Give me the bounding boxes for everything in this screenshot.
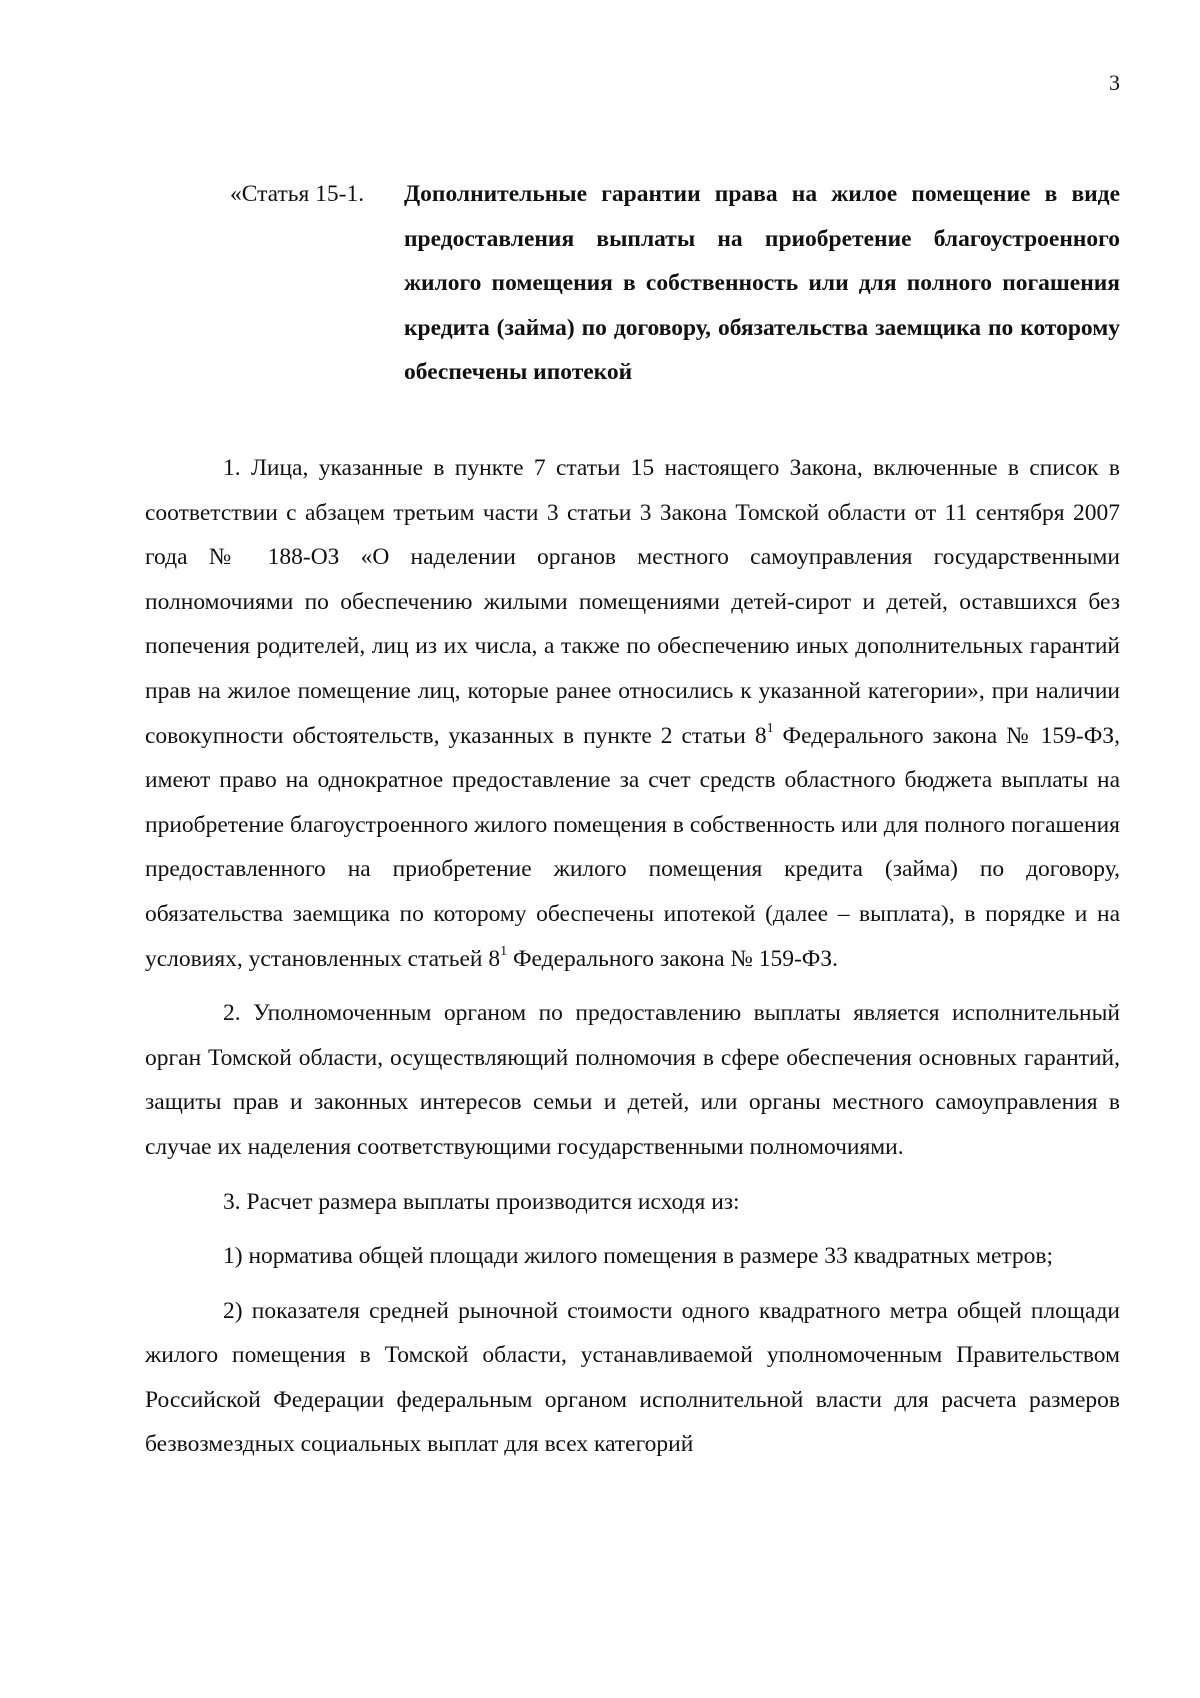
paragraph-2: 2. Уполномоченным органом по предоставлению выплаты является исполнительный орган Томской области, осуществляющий полномочия в сфере обеспечения основных гарантий, защиты прав и законных интересов семьи и детей, или органы местного самоуправления в случае их наделения соответствующими государственными полномочиями. — [145, 1000, 1120, 1160]
superscript-1: 1 — [766, 720, 774, 736]
paragraph-3: 3. Расчет размера выплаты производится исходя из: — [223, 1188, 740, 1215]
article-title: Дополнительные гарантии права на жилое помещение в виде предоставления выплаты на приобретение благоустроенного жилого помещения в собственность или для полного погашения кредита (займа) по договору, обязательства заемщика по которому обеспечены ипотекой — [404, 181, 1120, 386]
paragraph-1-text-b: Федерального закона № 159-ФЗ, имеют право на однократное предоставление за счет средств областного бюджета выплаты на приобретение благоустроенного жилого помещения в собственность или для полного погашения предоставленного на приобретение жилого помещения кредита (займа) по договору, обязательства заемщика по которому обеспечены ипотекой (далее – выплата), в порядке и на условиях, установленных статьей 8 — [145, 722, 1120, 972]
page-number: 3 — [1109, 70, 1120, 95]
article-heading — [230, 172, 1120, 395]
paragraph-1 — [145, 446, 1120, 981]
paragraph-1-text-c: Федерального закона № 159-ФЗ. — [507, 945, 839, 972]
article-label: «Статья 15-1. — [230, 181, 365, 207]
superscript-2: 1 — [500, 943, 508, 959]
paragraph-3-item-1: 1) норматива общей площади жилого помещения в размере 33 квадратных метров; — [223, 1243, 1054, 1270]
paragraph-1-text-a: 1. Лица, указанные в пункте 7 статьи 15 настоящего Закона, включенные в список в соответствии с абзацем третьим части 3 статьи 3 Закона Томской области от 11 сентября 2007 года № 188-ОЗ «О наделении органов местного самоуправления государственными полномочиями по обеспечению жилыми помещениями детей-сирот и детей, оставшихся без попечения родителей, лиц из их числа, а также по обеспечению иных дополнительных гарантий прав на жилое помещение лиц, которые ранее относились к указанной категории», при наличии совокупности обстоятельств, указанных в пункте 2 статьи 8 — [145, 455, 1120, 749]
document-body — [145, 446, 1120, 1467]
paragraph-3-item-2: 2) показателя средней рыночной стоимости одного квадратного метра общей площади жилого помещения в Томской области, устанавливаемой уполномоченным Правительством Российской Федерации федеральным органом исполнительной власти для расчета размеров безвозмездных социальных выплат для всех категорий — [145, 1297, 1120, 1458]
